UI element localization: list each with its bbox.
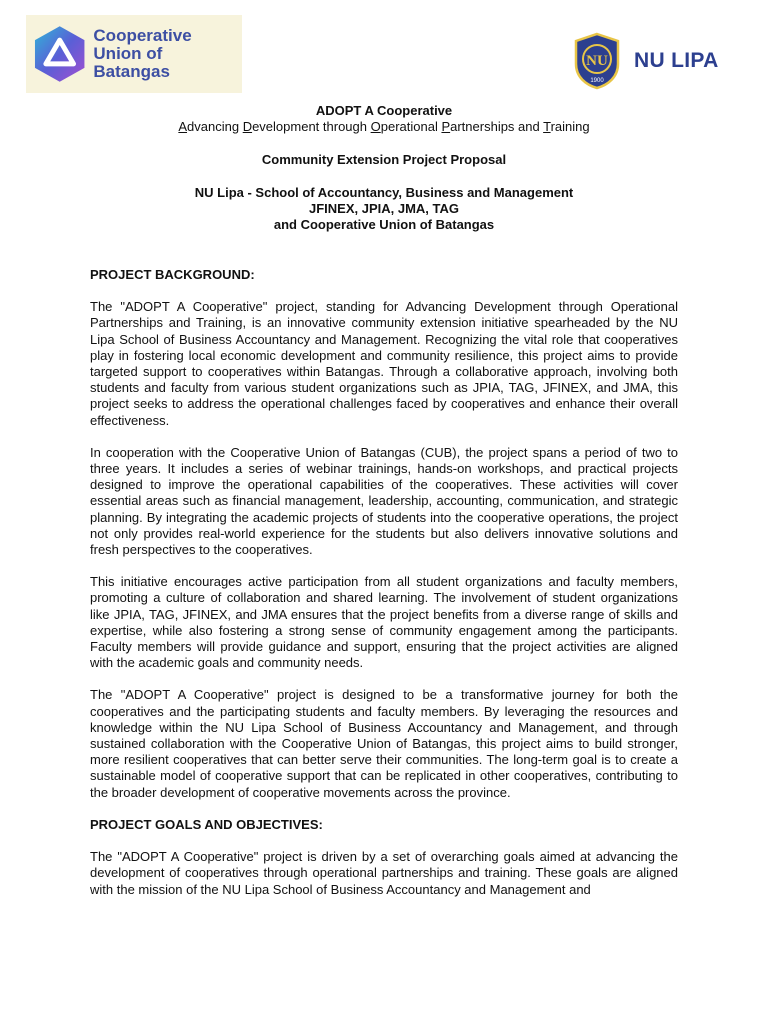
acronym-letter: D: [242, 119, 253, 134]
cub-logo-line1: Cooperative: [93, 26, 192, 45]
acronym-letter: T: [543, 119, 551, 134]
goals-heading: PROJECT GOALS AND OBJECTIVES:: [90, 816, 323, 832]
nu-lipa-logo-text: NU LIPA: [634, 49, 719, 72]
cub-logo: [26, 15, 242, 93]
acronym-letter: P: [441, 119, 451, 134]
cub-logo-line2: Union of Batangas: [93, 44, 170, 81]
acronym-word-rest: perational: [380, 119, 442, 134]
nu-shield-seal-icon: [572, 32, 622, 90]
document-type: Community Extension Project Proposal: [261, 152, 507, 167]
background-heading: PROJECT BACKGROUND:: [90, 267, 255, 282]
svg-text:NU: NU: [586, 53, 608, 69]
acronym-letter: O: [370, 119, 381, 134]
background-paragraph: The "ADOPT A Cooperative" project, standing for Advancing Development through Operational Partnerships and Training, is an innovative community extension initiative spearheaded by the NU Lipa School of Business Accountancy and Management. Recognizing the vital role that cooperatives play in fostering local economic development and community resilience, this project aims to provide targeted support to cooperatives within Batangas. Through a collaborative approach, involving both students and faculty from various student organizations such as JPIA, TAG, JFINEX, and JMA, this project seeks to address the operational challenges faced by cooperatives and enhance their overall effectiveness.: [90, 299, 678, 428]
cub-hexagon-logo-icon: [32, 24, 87, 84]
acronym-word-rest: dvancing: [187, 119, 243, 134]
organization-line-2: JFINEX, JPIA, JMA, TAG: [308, 201, 459, 216]
organization-line-1: NU Lipa - School of Accountancy, Business and Management: [194, 185, 574, 200]
document-body: [90, 267, 678, 914]
organization-line-3: and Cooperative Union of Batangas: [273, 217, 495, 232]
document-title: ADOPT A Cooperative: [315, 103, 453, 118]
nu-seal-year: 1900: [590, 78, 604, 84]
document-header: [90, 103, 678, 233]
background-paragraph: This initiative encourages active participation from all student organizations and faculty members, promoting a culture of collaboration and shared learning. The involvement of student organizations like JPIA, TAG, JFINEX, and JMA ensures that the project benefits from a diverse range of skills and expertise, while also fostering a strong sense of community engagement among the participants. Faculty members will provide guidance and support, ensuring that the project activities are aligned with the academic goals and community needs.: [90, 574, 678, 671]
background-paragraph: The "ADOPT A Cooperative" project is designed to be a transformative journey for both the cooperatives and the participating students and faculty members. By leveraging the resources and knowledge within the NU Lipa School of Business Accountancy and Management, and through sustained collaboration with the Cooperative Union of Batangas, this project aims to build stronger, more resilient cooperatives that can better serve their communities. The long-term goal is to create a sustainable model of cooperative support that can be replicated in other cooperatives, contributing to the broader development of cooperative movements across the province.: [90, 687, 678, 800]
goals-paragraph: The "ADOPT A Cooperative" project is driven by a set of overarching goals aimed at advancing the development of cooperatives through operational partnerships and training. These goals are aligned with the mission of the NU Lipa School of Business Accountancy and Management and: [90, 849, 678, 897]
acronym-word-rest: artnerships and: [450, 119, 544, 134]
background-paragraph: In cooperation with the Cooperative Union of Batangas (CUB), the project spans a period of two to three years. It includes a series of webinar trainings, hands-on workshops, and practical projects designed to improve the operational capabilities of the cooperatives. These activities will cover essential areas such as financial management, leadership, accounting, communication, and strategic planning. By integrating the academic projects of students into the cooperative operations, the project not only provides real-world experience for the students but also delivers innovative solutions and fresh perspectives to the cooperatives.: [90, 444, 678, 558]
nu-lipa-logo: [572, 30, 742, 92]
title-acronym-line: [90, 119, 678, 135]
acronym-word-rest: evelopment through: [252, 119, 371, 134]
cub-logo-text: [93, 27, 242, 81]
acronym-word-rest: raining: [550, 119, 590, 134]
acronym-letter: A: [178, 119, 188, 134]
